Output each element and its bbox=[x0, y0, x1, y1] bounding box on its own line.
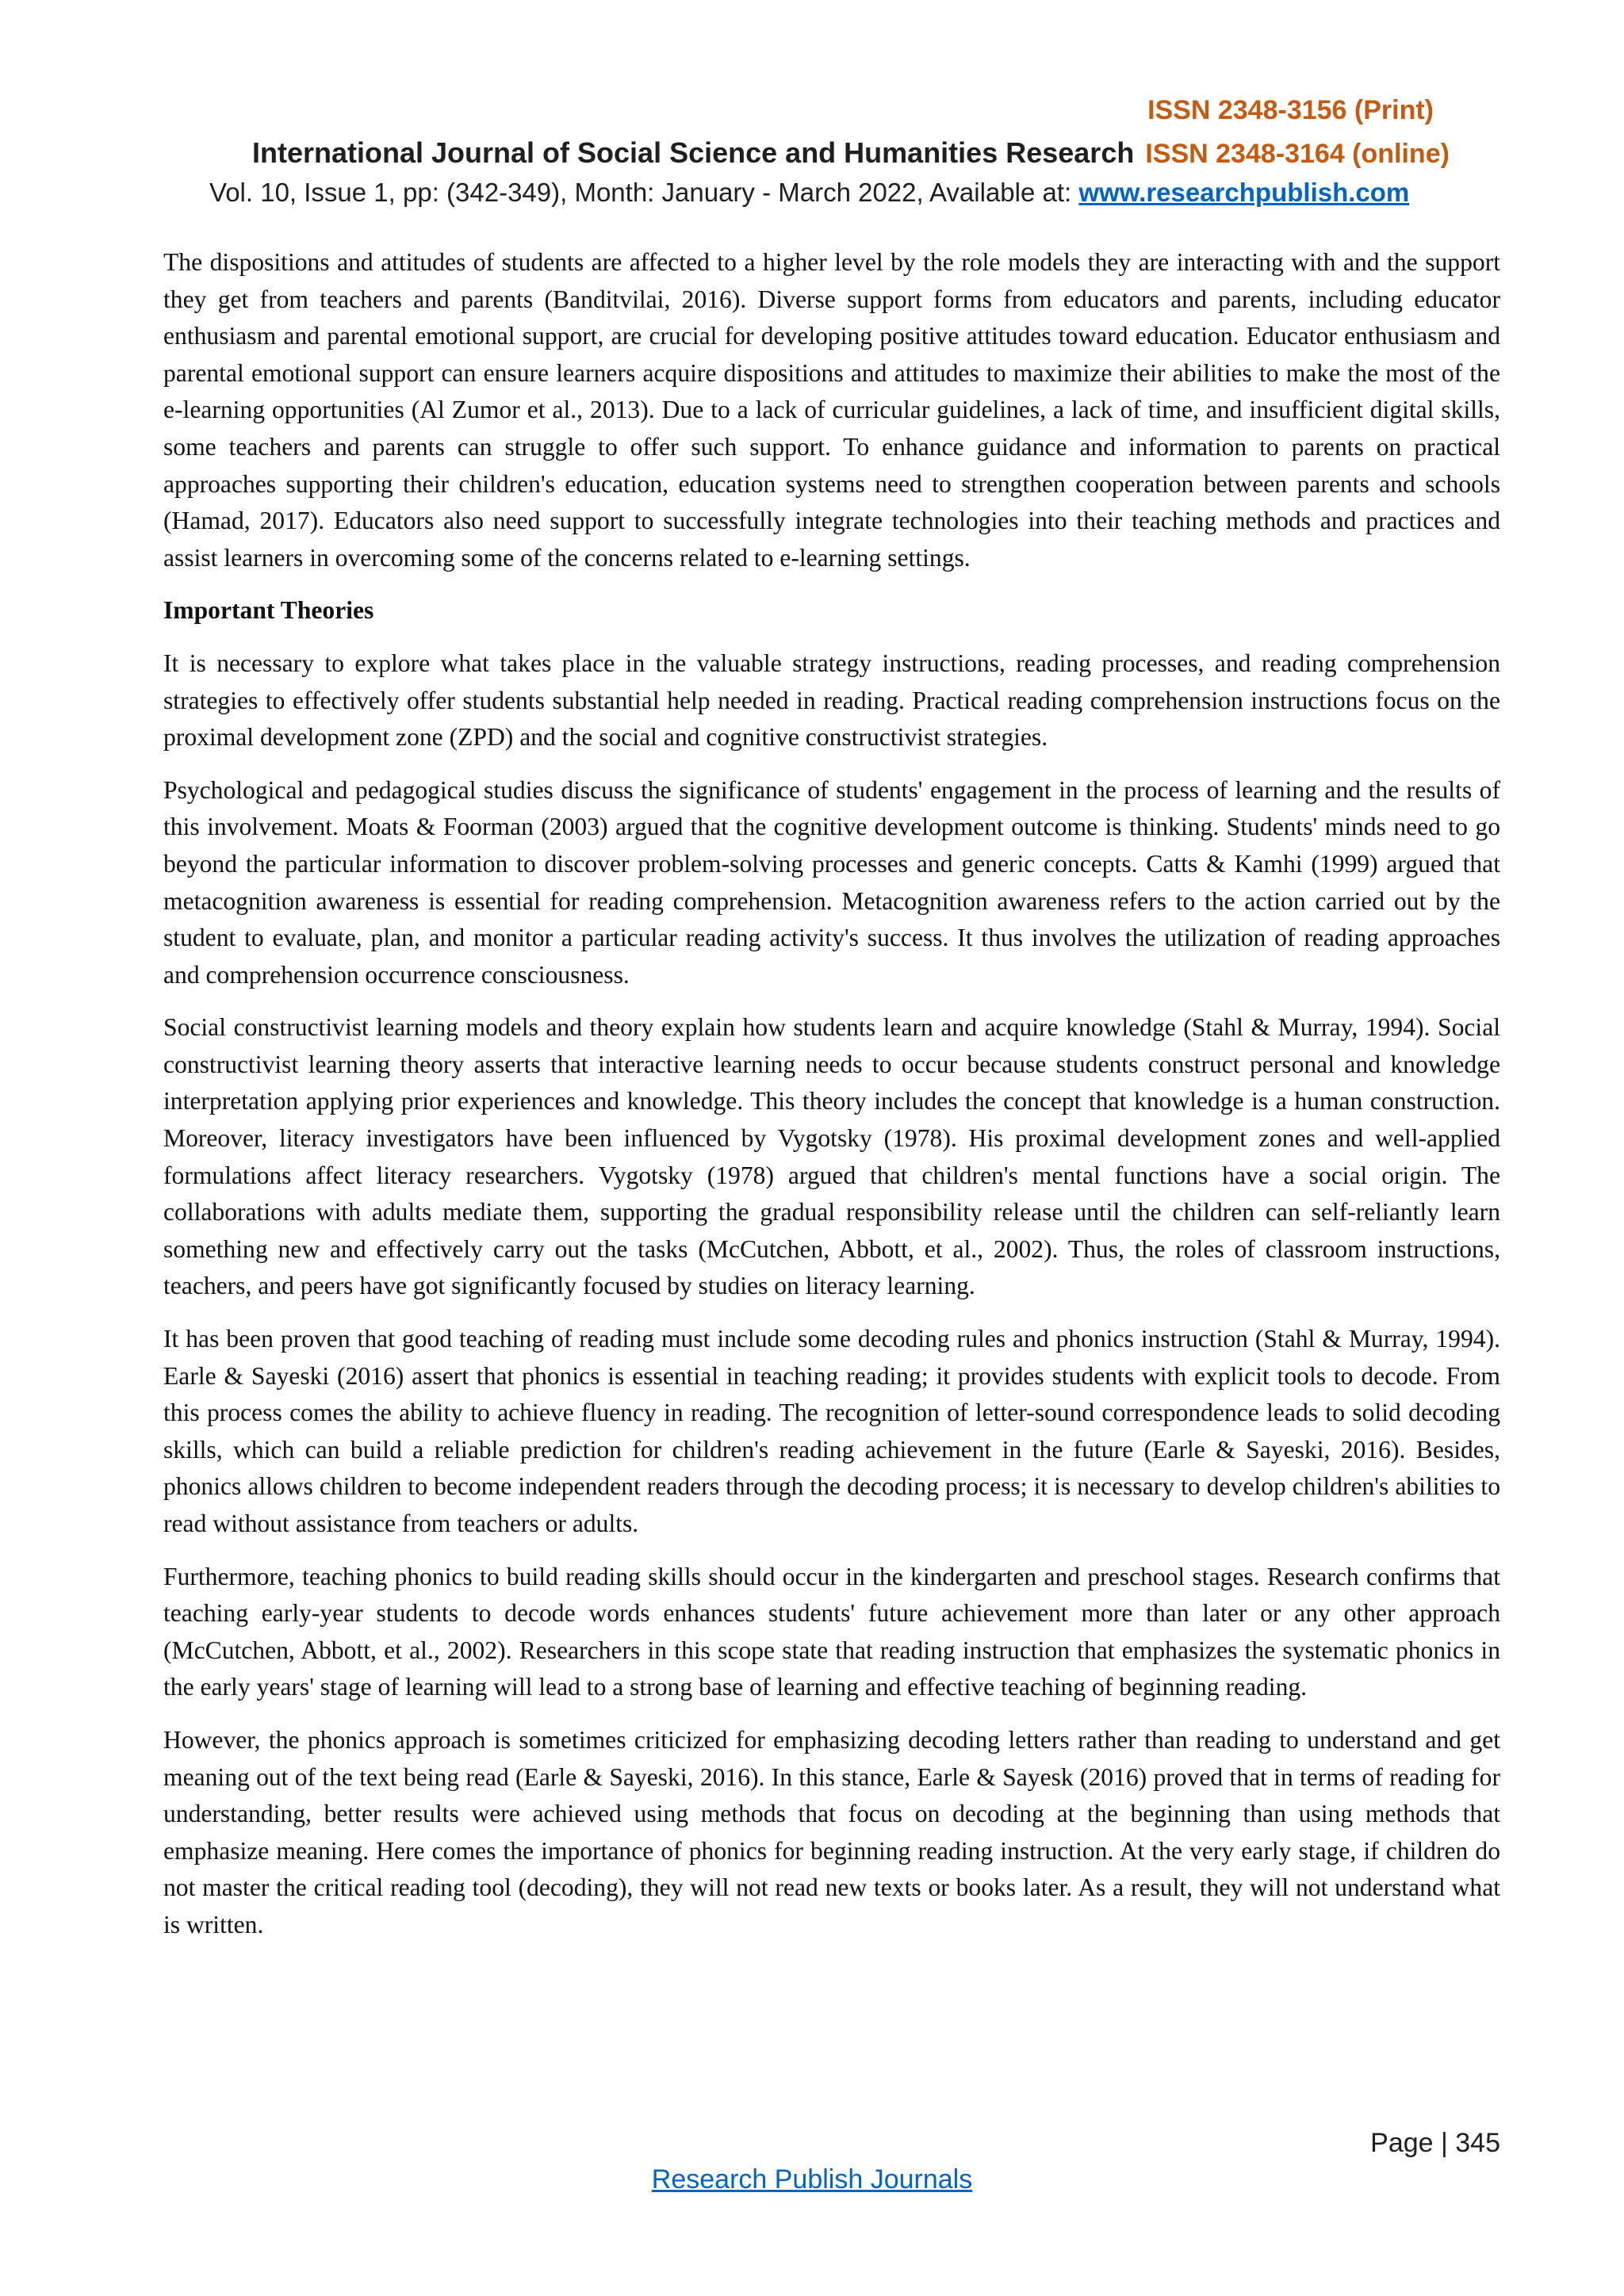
article-body bbox=[163, 244, 1500, 1960]
paragraph: It is necessary to explore what takes place in the valuable strategy instructions, reading processes, and reading comprehension strategies to effectively offer students substantial help needed in reading. Practical reading comprehension instructions focus on the proximal development zone (ZPD) and the social and cognitive constructivist strategies. bbox=[163, 649, 1500, 752]
paragraph: However, the phonics approach is sometimes criticized for emphasizing decoding letters rather than reading to understand and get meaning out of the text being read (Earle & Sayeski, 2016). In this stance, Earle & Sayesk (2016) proved that in terms of reading for understanding, better results were achieved using methods that focus on decoding at the beginning than using methods that emphasize meaning. Here comes the importance of phonics for beginning reading instruction. At the very early stage, if children do not master the critical reading tool (decoding), they will not read new texts or books later. As a result, they will not understand what is written. bbox=[163, 1725, 1500, 1938]
publisher-link[interactable]: Research Publish Journals bbox=[651, 2164, 973, 2195]
journal-title-line bbox=[252, 136, 1450, 170]
volume-text: Vol. 10, Issue 1, pp: (342-349), Month: January - March 2022, Available at: bbox=[209, 178, 1079, 207]
volume-info bbox=[209, 178, 1409, 208]
issn-online: ISSN 2348-3164 (online) bbox=[1145, 139, 1450, 169]
journal-title: International Journal of Social Science and Humanities Research bbox=[252, 136, 1135, 169]
website-link[interactable]: www.researchpublish.com bbox=[1078, 178, 1410, 207]
paragraph: Furthermore, teaching phonics to build reading skills should occur in the kindergarten and preschool stages. Research confirms that teaching early-year students to decode words enhances students' future achievement more than later or any other approach (McCutchen, Abbott, et al., 2002). Researchers in this scope state that reading instruction that emphasizes the systematic phonics in the early years' stage of learning will lead to a strong base of learning and effective teaching of beginning reading. bbox=[163, 1562, 1500, 1701]
section-heading: Important Theories bbox=[163, 596, 374, 625]
paragraph: Psychological and pedagogical studies discuss the significance of students' engagement in the process of learning and the results of this involvement. Moats & Foorman (2003) argued that the cognitive development outcome is thinking. Students' minds need to go beyond the particular information to discover problem-solving processes and generic concepts. Catts & Kamhi (1999) argued that metacognition awareness is essential for reading comprehension. Metacognition awareness refers to the action carried out by the student to evaluate, plan, and monitor a particular reading activity's success. It thus involves the utilization of reading approaches and comprehension occurrence consciousness. bbox=[163, 775, 1500, 989]
issn-print: ISSN 2348-3156 (Print) bbox=[1147, 95, 1434, 125]
page-number: Page | 345 bbox=[1370, 2128, 1500, 2158]
paragraph: It has been proven that good teaching of reading must include some decoding rules and phonics instruction (Stahl & Murray, 1994). Earle & Sayeski (2016) assert that phonics is essential in teaching reading; it provides students with explicit tools to decode. From this process comes the ability to achieve fluency in reading. The recognition of letter-sound correspondence leads to solid decoding skills, which can build a reliable prediction for children's reading achievement in the future (Earle & Sayeski, 2016). Besides, phonics allows children to become independent readers through the decoding process; it is necessary to develop children's abilities to read without assistance from teachers or adults. bbox=[163, 1325, 1500, 1537]
paragraph: The dispositions and attitudes of students are affected to a higher level by the role models they are interacting with and the support they get from teachers and parents (Banditvilai, 2016). Diverse support forms from educators and parents, including educator enthusiasm and parental emotional support, are crucial for developing positive attitudes toward education. Educator enthusiasm and parental emotional support can ensure learners acquire dispositions and attitudes to maximize their abilities to make the most of the e-learning opportunities (Al Zumor et al., 2013). Due to a lack of curricular guidelines, a lack of time, and insufficient digital skills, some teachers and parents can struggle to offer such support. To enhance guidance and information to parents on practical approaches supporting their children's education, education systems need to strengthen cooperation between parents and schools (Hamad, 2017). Educators also need support to successfully integrate technologies into their teaching methods and practices and assist learners in overcoming some of the concerns related to e-learning settings. bbox=[163, 248, 1500, 572]
paragraph: Social constructivist learning models and theory explain how students learn and acquire knowledge (Stahl & Murray, 1994). Social constructivist learning theory asserts that interactive learning needs to occur because students construct personal and knowledge interpretation applying prior experiences and knowledge. This theory includes the concept that knowledge is a human construction. Moreover, literacy investigators have been influenced by Vygotsky (1978). His proximal development zones and well-applied formulations affect literacy researchers. Vygotsky (1978) argued that children's mental functions have a social origin. The collaborations with adults mediate them, supporting the gradual responsibility release until the children can self-reliantly learn something new and effectively carry out the tasks (McCutchen, Abbott, et al., 2002). Thus, the roles of classroom instructions, teachers, and peers have got significantly focused by studies on literacy learning. bbox=[163, 1013, 1500, 1300]
